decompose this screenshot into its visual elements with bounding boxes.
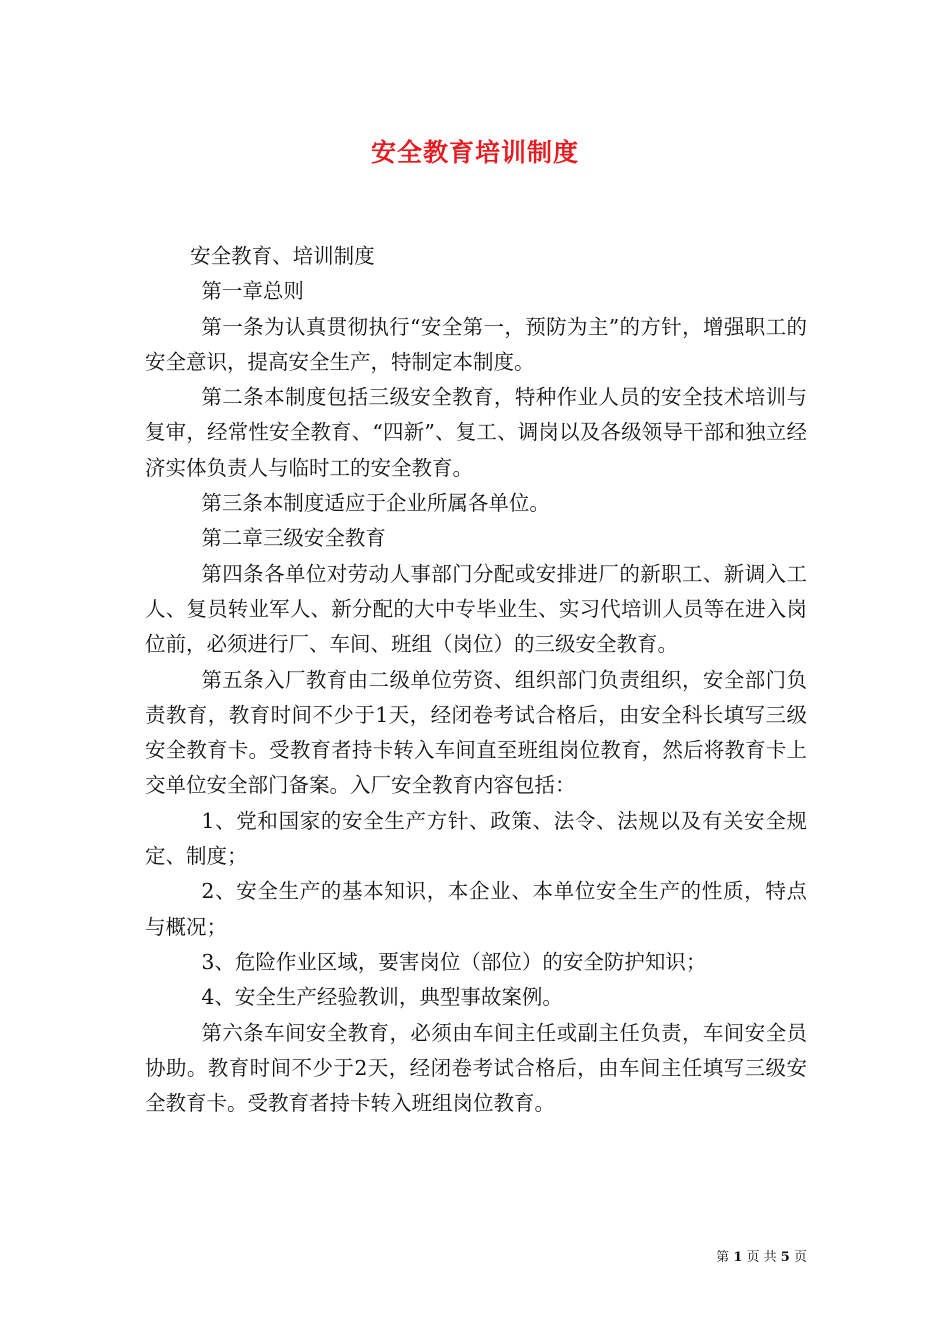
paragraph: 1、党和国家的安全生产方针、政策、法令、法规以及有关安全规定、制度； [145,808,807,869]
paragraph: 第五条入厂教育由二级单位劳资、组织部门负责组织，安全部门负责教育，教育时间不少于1天，经闭卷考试合格后，由安全科长填写三级安全教育卡。受教育者持卡转入车间直至班组岗位教育，然后将教育卡上交单位安全部门备案。入厂安全教育内容包括： [145,667,807,798]
paragraph: 第四条各单位对劳动人事部门分配或安排进厂的新职工、新调入工人、复员转业军人、新分配的大中专毕业生、实习代培训人员等在进入岗位前，必须进行厂、车间、班组（岗位）的三级安全教育。 [145,561,807,657]
paragraph: 第二条本制度包括三级安全教育，特种作业人员的安全技术培训与复审，经常性安全教育、“四新”、复工、调岗以及各级领导干部和独立经济实体负责人与临时工的安全教育。 [145,385,807,480]
paragraph: 4、安全生产经验教训，典型事故案例。 [201,985,563,1010]
page-footer [716,1246,807,1265]
footer-total-pages: 5 [780,1250,790,1265]
footer-suffix: 页 [793,1250,807,1265]
footer-current-page: 1 [733,1250,743,1265]
document-body [145,239,807,1121]
paragraph: 第三条本制度适应于企业所属各单位。 [201,491,550,516]
paragraph: 安全教育、培训制度 [190,244,375,268]
footer-prefix: 第 [716,1250,730,1265]
footer-middle: 页 共 [746,1250,777,1265]
document-title: 安全教育培训制度 [370,138,579,167]
paragraph: 第二章三级安全教育 [201,526,386,551]
paragraph: 第六条车间安全教育，必须由车间主任或副主任负责，车间安全员协助。教育时间不少于2天，经闭卷考试合格后，由车间主任填写三级安全教育卡。受教育者持卡转入班组岗位教育。 [145,1020,807,1116]
paragraph: 3、危险作业区域，要害岗位（部位）的安全防护知识； [201,949,707,974]
paragraph: 第一章总则 [201,279,304,304]
paragraph: 2、安全生产的基本知识，本企业、本单位安全生产的性质，特点与概况； [145,879,807,939]
paragraph: 第一条为认真贯彻执行“安全第一，预防为主”的方针，增强职工的安全意识，提高安全生产，特制定本制度。 [145,314,807,374]
